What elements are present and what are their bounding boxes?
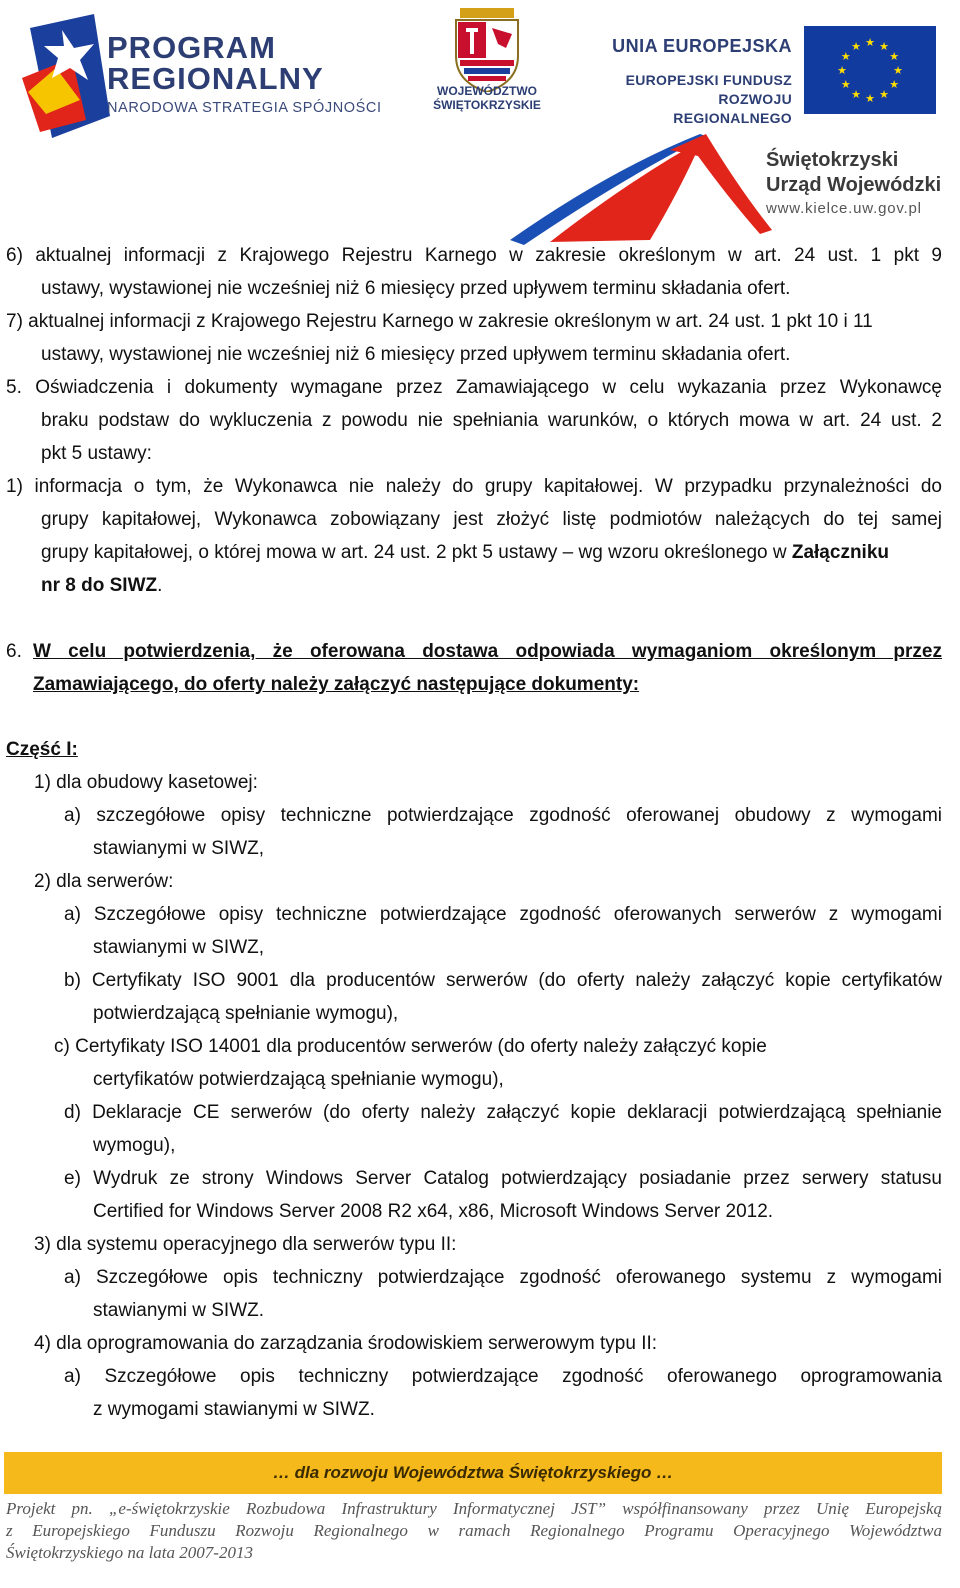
part-1-item-1a-line1: a) szczegółowe opisy techniczne potwierdzające zgodność oferowanej obudowy z wymogami bbox=[64, 805, 942, 826]
part-1-item-2d-line2: wymogu), bbox=[93, 1135, 176, 1156]
part-1-item-3: 3) dla systemu operacyjnego dla serwerów typu II: bbox=[34, 1234, 457, 1255]
part-1-item-2e-line2: Certified for Windows Server 2008 R2 x64, x86, Microsoft Windows Server 2012. bbox=[93, 1201, 774, 1222]
eu-star-icon: ★ bbox=[879, 39, 889, 53]
suw-line1: Świętokrzyski bbox=[766, 149, 899, 171]
part-1-heading: Część I: bbox=[6, 739, 78, 760]
ue-title: UNIA EUROPEJSKA bbox=[612, 36, 792, 56]
part-1-item-2e-line1: e) Wydruk ze strony Windows Server Catalog potwierdzający posiadanie przez serwery statusu bbox=[64, 1168, 942, 1189]
item-6-line1: 6) aktualnej informacji z Krajowego Rejestru Karnego w zakresie określonym w art. 24 ust. 1 pkt 9 bbox=[6, 245, 942, 266]
item-7-line2: ustawy, wystawionej nie wcześniej niż 6 miesięcy przed upływem terminu składania ofert. bbox=[41, 344, 791, 365]
section-5-line3: pkt 5 ustawy: bbox=[41, 443, 152, 464]
footer-note-line1: Projekt pn. „e-świętokrzyskie Rozbudowa Infrastruktury Informatycznej JST” współfinansowany przez Unię Europejską bbox=[6, 1499, 942, 1518]
footer-project-note bbox=[6, 1498, 942, 1564]
info-1-line1: 1) informacja o tym, że Wykonawca nie należy do grupy kapitałowej. W przypadku przynależności do bbox=[6, 476, 942, 497]
page-header bbox=[0, 0, 960, 240]
part-1-item-3a-line2: stawianymi w SIWZ. bbox=[93, 1300, 265, 1321]
part-1-item-1a-line2: stawianymi w SIWZ, bbox=[93, 838, 265, 859]
part-1-item-2c-line2: certyfikatów potwierdzającą spełnianie wymogu), bbox=[93, 1069, 504, 1090]
eu-star-icon: ★ bbox=[865, 36, 875, 49]
woj-line2: ŚWIĘTOKRZYSKIE bbox=[433, 98, 541, 112]
eu-star-icon: ★ bbox=[865, 92, 875, 105]
part-1-item-1: 1) dla obudowy kasetowej: bbox=[34, 772, 258, 793]
footer-slogan: … dla rozwoju Województwa Świętokrzyskiego … bbox=[272, 1463, 674, 1482]
footer-slogan-bar bbox=[4, 1452, 942, 1494]
swietokrzyskie-crest-icon bbox=[452, 8, 522, 92]
footer-note-line3: Świętokrzyskiego na lata 2007-2013 bbox=[6, 1543, 253, 1562]
section-6-heading-line1: W celu potwierdzenia, że oferowana dostawa odpowiada wymaganiom określonym przez bbox=[33, 641, 942, 662]
eu-star-icon: ★ bbox=[851, 88, 861, 102]
info-1-line2: grupy kapitałowej, Wykonawca zobowiązany jest złożyć listę podmiotów należących do tej samej bbox=[41, 509, 942, 530]
part-1-item-2a-line1: a) Szczegółowe opisy techniczne potwierdzające zgodność oferowanych serwerów z wymogami bbox=[64, 904, 942, 925]
suw-text bbox=[766, 148, 941, 217]
wojewodztwo-text bbox=[432, 84, 542, 112]
info-1-line4-end: . bbox=[157, 575, 163, 596]
eu-star-icon: ★ bbox=[893, 64, 903, 77]
suw-roof-logo bbox=[510, 130, 780, 245]
eu-star-icon: ★ bbox=[851, 39, 861, 53]
woj-line1: WOJEWÓDZTWO bbox=[437, 84, 537, 98]
suw-url: www.kielce.uw.gov.pl bbox=[766, 200, 922, 217]
part-1-item-2: 2) dla serwerów: bbox=[34, 871, 174, 892]
suw-line2: Urząd Wojewódzki bbox=[766, 174, 942, 196]
unia-europejska-text bbox=[602, 36, 792, 128]
eu-star-icon: ★ bbox=[840, 78, 851, 91]
attachment-ref-2: nr 8 do SIWZ bbox=[41, 575, 158, 596]
program-line2: REGIONALNY bbox=[107, 61, 324, 96]
section-6-heading-line2: Zamawiającego, do oferty należy załączyć następujące dokumenty: bbox=[33, 674, 640, 695]
program-line1: PROGRAM bbox=[107, 30, 276, 65]
program-regionalny-text bbox=[107, 32, 382, 116]
part-1-item-2b-line1: b) Certyfikaty ISO 9001 dla producentów serwerów (do oferty należy załączyć kopie certyfikatów bbox=[64, 970, 942, 991]
attachment-ref: Załączniku bbox=[791, 542, 890, 563]
eu-flag-icon bbox=[804, 26, 936, 114]
ue-line1: EUROPEJSKI FUNDUSZ bbox=[625, 72, 792, 88]
info-1-line4 bbox=[41, 574, 162, 598]
item-7-line1: 7) aktualnej informacji z Krajowego Rejestru Karnego w zakresie określonym w art. 24 ust. 1 pkt 10 i 11 bbox=[6, 311, 873, 332]
section-5-line1: 5. Oświadczenia i dokumenty wymagane przez Zamawiającego w celu wykazania przez Wykonawcę bbox=[6, 377, 942, 398]
program-line3: NARODOWA STRATEGIA SPÓJNOŚCI bbox=[107, 100, 382, 116]
info-1-line3 bbox=[41, 541, 889, 565]
part-1-item-2c-line1: c) Certyfikaty ISO 14001 dla producentów serwerów (do oferty należy załączyć kopie bbox=[54, 1036, 767, 1057]
section-6-number: 6. bbox=[6, 641, 22, 662]
eu-star-icon: ★ bbox=[889, 50, 900, 63]
part-1-item-4a-line1: a) Szczegółowe opis techniczny potwierdzające zgodność oferowanego oprogramowania bbox=[64, 1366, 942, 1387]
part-1-item-2d-line1: d) Deklaracje CE serwerów (do oferty należy załączyć kopie deklaracji potwierdzającą spełnianie bbox=[64, 1102, 942, 1123]
section-5-line2: braku podstaw do wykluczenia z powodu nie spełniania warunków, o których mowa w art. 24 ust. 2 bbox=[41, 410, 942, 431]
eu-star-icon: ★ bbox=[837, 64, 847, 77]
part-1-item-4: 4) dla oprogramowania do zarządzania środowiskiem serwerowym typu II: bbox=[34, 1333, 658, 1354]
eu-star-icon: ★ bbox=[840, 50, 851, 63]
part-1-item-3a-line1: a) Szczegółowe opis techniczny potwierdzające zgodność oferowanego systemu z wymogami bbox=[64, 1267, 942, 1288]
item-6-line2: ustawy, wystawionej nie wcześniej niż 6 miesięcy przed upływem terminu składania ofert. bbox=[41, 278, 791, 299]
eu-star-icon: ★ bbox=[879, 88, 889, 102]
part-1-item-2b-line2: potwierdzającą spełnianie wymogu), bbox=[93, 1003, 399, 1024]
part-1-item-2a-line2: stawianymi w SIWZ, bbox=[93, 937, 265, 958]
part-1-item-4a-line2: z wymogami stawianymi w SIWZ. bbox=[93, 1399, 375, 1420]
info-1-line3-text: grupy kapitałowej, o której mowa w art. 24 ust. 2 pkt 5 ustawy – wg wzoru określonego w bbox=[41, 542, 792, 563]
footer-note-line2: z Europejskiego Funduszu Rozwoju Regionalnego w ramach Regionalnego Programu Operacyjnego Województwa bbox=[6, 1521, 942, 1540]
ue-line2: ROZWOJU REGIONALNEGO bbox=[673, 91, 792, 126]
eu-star-icon: ★ bbox=[889, 78, 900, 91]
